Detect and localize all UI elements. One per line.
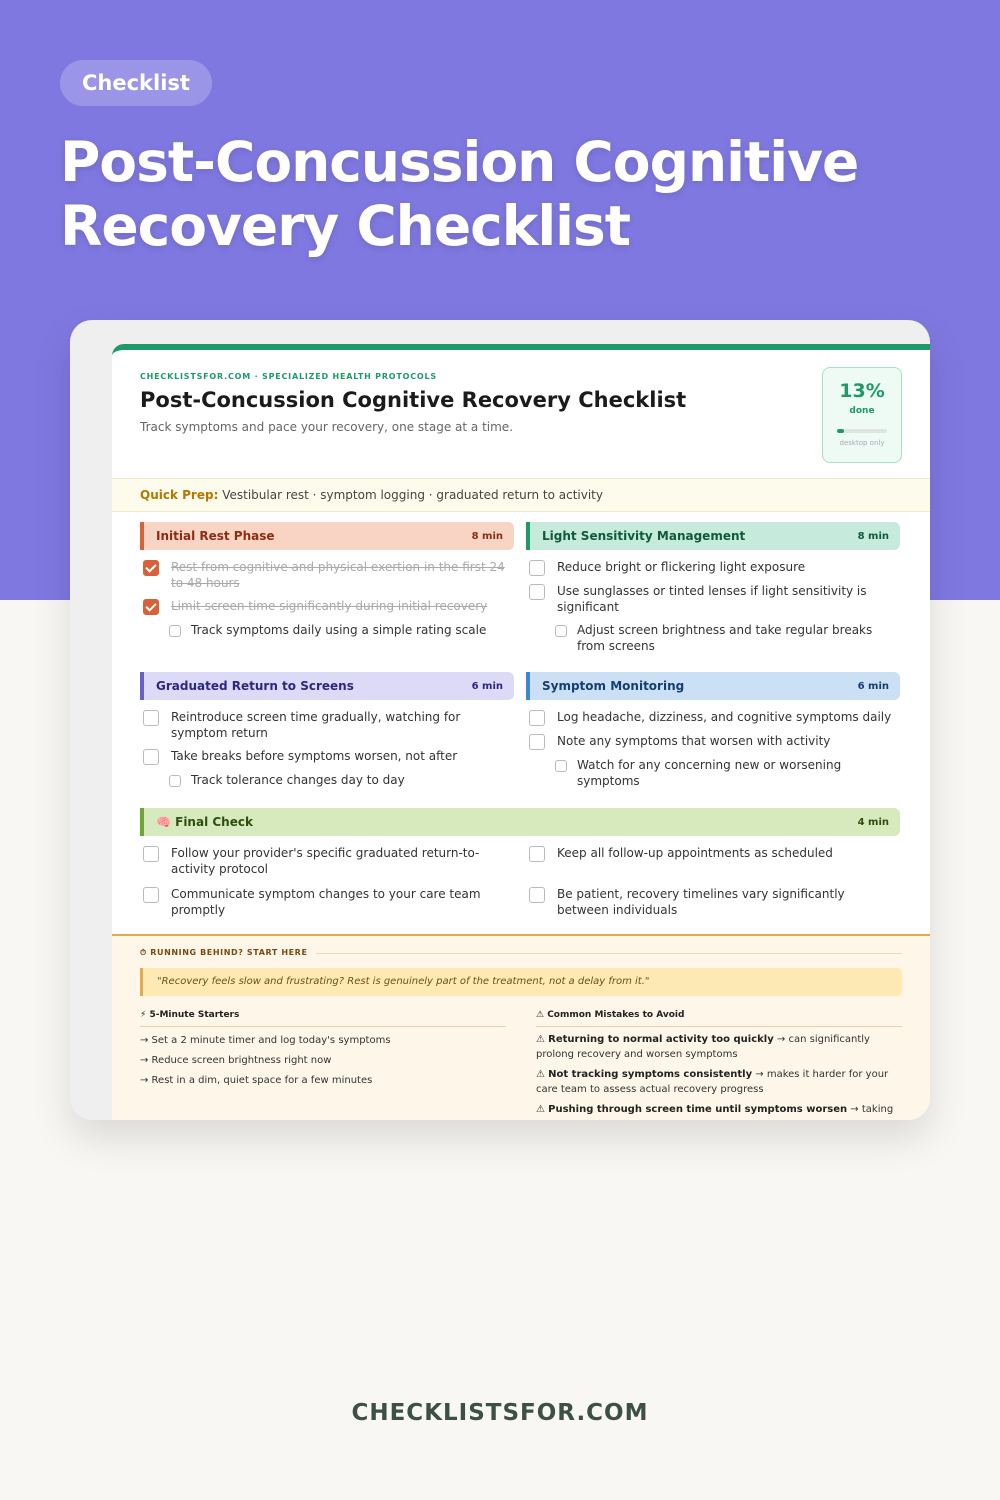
checkbox[interactable] xyxy=(143,710,159,726)
checkbox[interactable] xyxy=(143,887,159,903)
item-text: Be patient, recovery timelines vary significantly between individuals xyxy=(557,887,845,917)
checklist-card xyxy=(112,344,930,1120)
quick-prep-text: Vestibular rest · symptom logging · graduated return to activity xyxy=(222,488,603,502)
checkbox[interactable] xyxy=(529,584,545,600)
mistake-item xyxy=(536,1032,902,1062)
starter-item: → Set a 2 minute timer and log today's symptoms xyxy=(140,1035,391,1046)
item-text: Note any symptoms that worsen with activity xyxy=(557,734,831,748)
checklist-item[interactable] xyxy=(526,559,900,576)
checkbox[interactable] xyxy=(529,846,545,862)
mistakes-column xyxy=(536,1010,902,1117)
section-time: 6 min xyxy=(471,680,503,692)
warning-icon: ⚠ xyxy=(536,1034,549,1045)
checkbox[interactable] xyxy=(555,625,567,637)
preview-frame xyxy=(70,320,930,1120)
section-time: 4 min xyxy=(857,816,889,828)
checkbox[interactable] xyxy=(143,846,159,862)
checkbox[interactable] xyxy=(529,734,545,750)
mistake-item xyxy=(536,1067,902,1097)
running-behind-title: ⏱ RUNNING BEHIND? START HERE xyxy=(140,948,902,958)
mistake-rest: → makes it harder for your care team to assess actual recovery progress xyxy=(536,1069,889,1095)
progress-note: desktop only xyxy=(839,439,885,447)
item-text: Use sunglasses or tinted lenses if light sensitivity is significant xyxy=(557,584,867,614)
starters-title: ⚡ 5-Minute Starters xyxy=(140,1010,506,1027)
section-symptom-monitoring xyxy=(526,672,900,796)
section-header xyxy=(526,672,900,700)
mistake-item xyxy=(536,1102,902,1117)
mistake-rest: → can significantly prolong recovery and worsen symptoms xyxy=(536,1034,870,1060)
checklist-item[interactable] xyxy=(526,709,900,726)
mistake-bold: Not tracking symptoms consistently xyxy=(548,1069,753,1080)
checkbox[interactable] xyxy=(143,749,159,765)
checklist-item[interactable] xyxy=(140,598,514,615)
item-text: Reintroduce screen time gradually, watching for symptom return xyxy=(171,710,461,740)
item-text: Adjust screen brightness and take regular breaks from screens xyxy=(577,623,873,653)
checklist-subitem[interactable] xyxy=(140,622,514,638)
section-title: Initial Rest Phase xyxy=(156,529,275,543)
category-badge: Checklist xyxy=(60,60,212,106)
starters-column xyxy=(140,1010,506,1117)
checkbox[interactable] xyxy=(143,599,159,615)
section-header xyxy=(140,808,900,836)
checklist-item[interactable] xyxy=(140,886,500,918)
checklist-subitem[interactable] xyxy=(526,757,900,789)
progress-bar xyxy=(837,429,887,433)
section-time: 8 min xyxy=(857,530,889,542)
section-graduated-return xyxy=(140,672,514,795)
starter-item: → Reduce screen brightness right now xyxy=(140,1055,332,1066)
checklist-title: Post-Concussion Cognitive Recovery Checklist xyxy=(140,388,687,412)
brand-line: CHECKLISTSFOR.COM · SPECIALIZED HEALTH PROTOCOLS xyxy=(140,372,437,381)
warning-icon: ⚠ xyxy=(536,1104,549,1115)
section-time: 8 min xyxy=(471,530,503,542)
quick-prep-label: Quick Prep: xyxy=(140,488,219,502)
mistake-rest: → taking xyxy=(847,1104,894,1115)
mistake-bold: Pushing through screen time until symptoms worsen xyxy=(548,1104,848,1115)
checkbox[interactable] xyxy=(143,560,159,576)
checkbox[interactable] xyxy=(529,887,545,903)
section-header xyxy=(526,522,900,550)
item-text: Watch for any concerning new or worsening symptoms xyxy=(577,758,842,788)
checkbox[interactable] xyxy=(529,710,545,726)
hero-title-line-1: Post-Concussion Cognitive xyxy=(60,130,859,194)
mistake-bold: Returning to normal activity too quickly xyxy=(548,1034,774,1045)
checklist-item[interactable] xyxy=(140,559,514,591)
section-title: Graduated Return to Screens xyxy=(156,679,354,693)
progress-bar-fill xyxy=(837,429,844,433)
item-text: Communicate symptom changes to your care team promptly xyxy=(171,887,481,917)
mistakes-title: ⚠ Common Mistakes to Avoid xyxy=(536,1010,902,1027)
item-text: Rest from cognitive and physical exertion in the first 24 to 48 hours xyxy=(171,560,505,590)
checklist-subitem[interactable] xyxy=(140,772,514,788)
section-light-sensitivity xyxy=(526,522,900,661)
checklist-item[interactable] xyxy=(526,733,900,750)
item-text: Log headache, dizziness, and cognitive symptoms daily xyxy=(557,710,892,724)
encouragement-quote: "Recovery feels slow and frustrating? Rest is genuinely part of the treatment, not a delay from it." xyxy=(140,968,902,996)
checkbox[interactable] xyxy=(555,760,567,772)
item-text: Track symptoms daily using a simple rating scale xyxy=(191,623,487,637)
section-final-check xyxy=(140,808,900,925)
checklist-subitem[interactable] xyxy=(526,622,900,654)
checklist-subtitle: Track symptoms and pace your recovery, one stage at a time. xyxy=(140,420,514,434)
section-title: Symptom Monitoring xyxy=(542,679,685,693)
section-time: 6 min xyxy=(857,680,889,692)
checklist-item[interactable] xyxy=(526,845,896,877)
progress-label: done xyxy=(849,406,875,416)
progress-percent: 13% xyxy=(839,380,885,402)
running-behind-panel xyxy=(112,934,930,1120)
hero-title-line-2: Recovery Checklist xyxy=(60,194,631,258)
footer-brand: CHECKLISTSFOR.COM xyxy=(351,1400,649,1426)
item-text: Keep all follow-up appointments as scheduled xyxy=(557,846,833,860)
checkbox[interactable] xyxy=(529,560,545,576)
section-title: Light Sensitivity Management xyxy=(542,529,746,543)
item-text: Track tolerance changes day to day xyxy=(191,773,405,787)
item-text: Limit screen time significantly during initial recovery xyxy=(171,599,488,613)
item-text: Reduce bright or flickering light exposure xyxy=(557,560,806,574)
warning-icon: ⚠ xyxy=(536,1069,549,1080)
quick-prep-bar xyxy=(112,478,930,512)
checklist-item[interactable] xyxy=(140,748,514,765)
checklist-item[interactable] xyxy=(526,886,896,918)
section-title: 🧠 Final Check xyxy=(156,815,253,829)
checklist-item[interactable] xyxy=(140,845,500,877)
progress-widget xyxy=(822,367,902,463)
section-header xyxy=(140,522,514,550)
item-text: Follow your provider's specific graduated return-to-activity protocol xyxy=(171,846,480,876)
checkbox[interactable] xyxy=(169,775,181,787)
checklist-item[interactable] xyxy=(140,709,514,741)
item-text: Take breaks before symptoms worsen, not after xyxy=(171,749,458,763)
section-initial-rest xyxy=(140,522,514,645)
checklist-item[interactable] xyxy=(526,583,900,615)
checkbox[interactable] xyxy=(169,625,181,637)
starter-item: → Rest in a dim, quiet space for a few minutes xyxy=(140,1075,373,1086)
section-header xyxy=(140,672,514,700)
hero-title xyxy=(60,130,960,258)
